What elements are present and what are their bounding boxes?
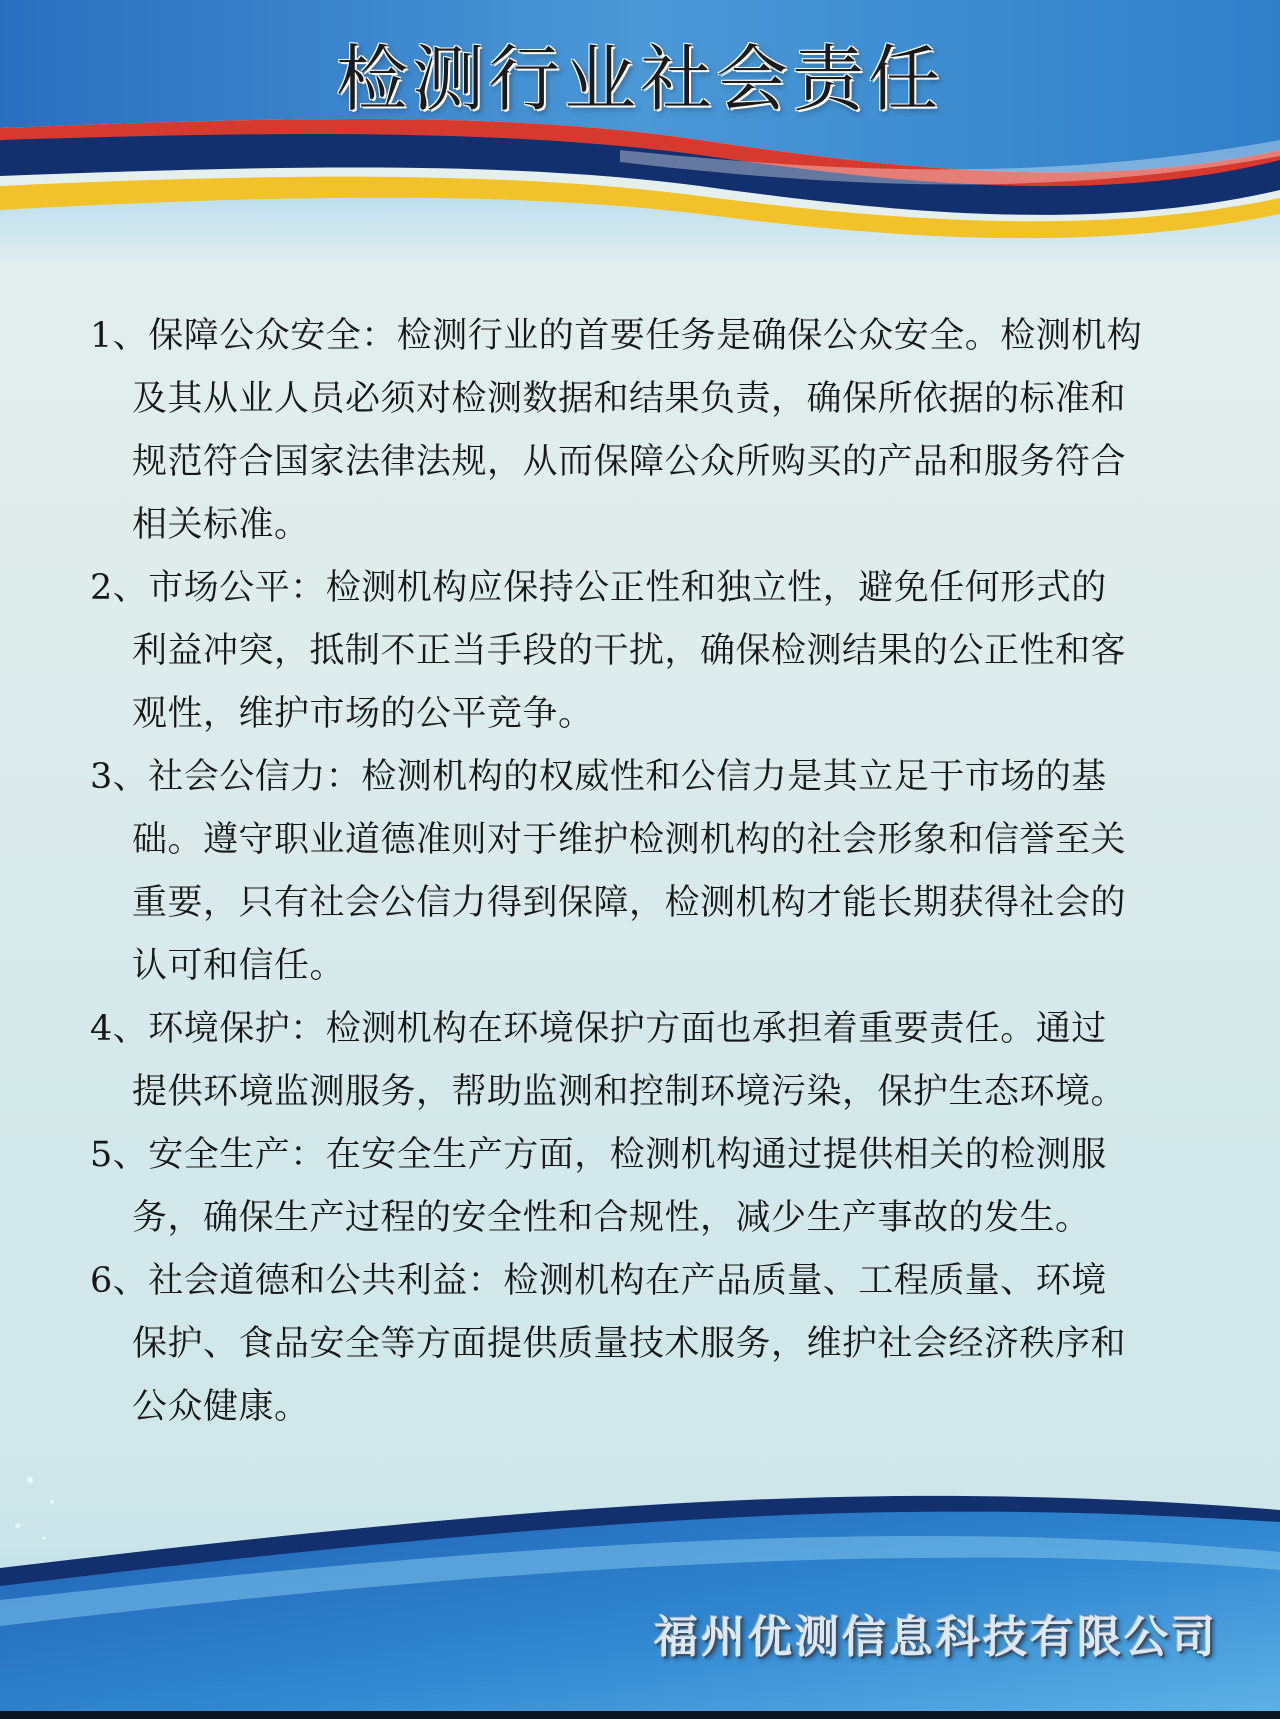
item-line: 5、安全生产：在安全生产方面，检测机构通过提供相关的检测服 xyxy=(90,1135,1107,1175)
item-line: 利益冲突，抵制不正当手段的干扰，确保检测结果的公正性和客 xyxy=(132,631,1127,671)
board-title: 检测行业社会责任 xyxy=(335,37,944,121)
list-item xyxy=(90,998,1180,1124)
item-line: 认可和信任。 xyxy=(132,946,346,986)
list-item xyxy=(90,1124,1180,1250)
item-line: 4、环境保护：检测机构在环境保护方面也承担着重要责任。通过 xyxy=(90,1009,1107,1049)
responsibility-list xyxy=(90,305,1180,1439)
item-line: 公众健康。 xyxy=(132,1387,310,1427)
bottom-wave-banner xyxy=(0,1440,1280,1719)
list-item xyxy=(90,746,1180,998)
item-line: 相关标准。 xyxy=(132,505,310,545)
item-line: 重要，只有社会公信力得到保障，检测机构才能长期获得社会的 xyxy=(132,883,1127,923)
item-line: 础。遵守职业道德准则对于维护检测机构的社会形象和信誉至关 xyxy=(132,820,1127,860)
item-line: 3、社会公信力：检测机构的权威性和公信力是其立足于市场的基 xyxy=(90,757,1107,797)
item-line: 务，确保生产过程的安全性和合规性，减少生产事故的发生。 xyxy=(132,1198,1091,1238)
list-item xyxy=(90,305,1180,557)
item-line: 提供环境监测服务，帮助监测和控制环境污染，保护生态环境。 xyxy=(132,1072,1127,1112)
item-line: 规范符合国家法律法规，从而保障公众所购买的产品和服务符合 xyxy=(132,442,1127,482)
item-line: 2、市场公平：检测机构应保持公正性和独立性，避免任何形式的 xyxy=(90,568,1107,608)
company-name: 福州优测信息科技有限公司 xyxy=(654,1612,1218,1663)
board-frame-edge xyxy=(0,1711,1280,1719)
item-line: 保护、食品安全等方面提供质量技术服务，维护社会经济秩序和 xyxy=(132,1324,1127,1364)
list-item xyxy=(90,557,1180,746)
item-line: 观性，维护市场的公平竞争。 xyxy=(132,694,594,734)
item-line: 1、保障公众安全：检测行业的首要任务是确保公众安全。检测机构 xyxy=(90,316,1143,356)
item-line: 6、社会道德和公共利益：检测机构在产品质量、工程质量、环境 xyxy=(90,1261,1107,1301)
list-item xyxy=(90,1250,1180,1439)
item-line: 及其从业人员必须对检测数据和结果负责，确保所依据的标准和 xyxy=(132,379,1127,419)
